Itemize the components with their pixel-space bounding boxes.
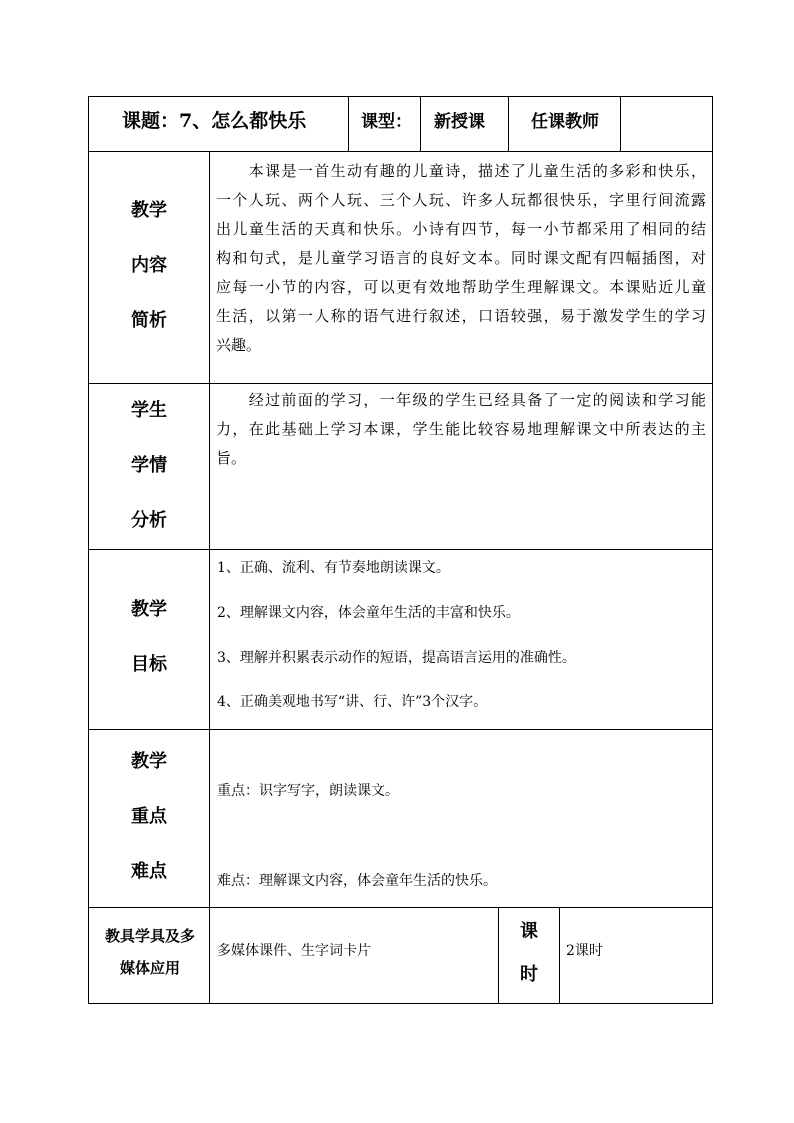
materials-label-1: 教具学具及多 [104, 927, 195, 945]
text-line: 一个人玩、两个人玩、三个人玩、许多人玩都很快乐，字里行间流露 [216, 191, 706, 209]
row-divider [88, 549, 713, 550]
hours-value: 2课时 [566, 943, 603, 959]
goals-label-1: 教学 [131, 599, 167, 620]
student-analysis-label-1: 学生 [131, 400, 167, 421]
content-analysis-text [216, 157, 706, 360]
table-border-bottom [88, 1003, 713, 1004]
text-line: 旨。 [216, 449, 247, 467]
key-points-label-2: 重点 [131, 806, 167, 827]
text-line: 出儿童生活的天真和快乐。小诗有四节，每一小节都采用了相同的结 [216, 220, 706, 238]
column-divider [420, 96, 421, 152]
content-analysis-label-2: 内容 [131, 255, 167, 276]
text-line: 经过前面的学习，一年级的学生已经具备了一定的阅读和学习能 [216, 391, 706, 409]
goal-item: 1、正确、流利、有节奏地朗读课文。 [217, 560, 450, 576]
hours-label-1: 课 [520, 921, 538, 942]
column-divider [508, 96, 509, 152]
row-divider [88, 907, 713, 908]
key-points-label-3: 难点 [131, 861, 167, 882]
content-analysis-label-3: 简析 [131, 310, 167, 331]
key-points-label-1: 教学 [131, 751, 167, 772]
text-line: 构和句式，是儿童学习语言的良好文本。同时课文配有四幅插图，对 [216, 249, 706, 267]
content-analysis-label-1: 教学 [131, 200, 167, 221]
student-analysis-text [216, 386, 706, 473]
goal-item: 2、理解课文内容，体会童年生活的丰富和快乐。 [217, 605, 520, 621]
teacher-label: 任课教师 [531, 112, 599, 132]
materials-value: 多媒体课件、生字词卡片 [217, 943, 371, 959]
column-divider [559, 907, 560, 1004]
lesson-type-label: 课型： [361, 112, 412, 132]
row-divider [88, 383, 713, 384]
hours-label-2: 时 [520, 964, 538, 985]
key-point-text: 重点：识字写字，朗读课文。 [217, 783, 399, 799]
materials-label-2: 媒体应用 [119, 959, 180, 977]
student-analysis-label-3: 分析 [131, 510, 167, 531]
difficult-point-text: 难点：理解课文内容，体会童年生活的快乐。 [217, 873, 497, 889]
row-divider [88, 729, 713, 730]
text-line: 生活，以第一人称的语气进行叙述，口语较强，易于激发学生的学习 [216, 307, 706, 325]
goal-item: 3、理解并积累表示动作的短语，提高语言运用的准确性。 [217, 650, 576, 666]
text-line: 应每一小节的内容，可以更有效地帮助学生理解课文。本课贴近儿童 [216, 278, 706, 296]
column-divider [348, 96, 349, 152]
student-analysis-label-2: 学情 [131, 455, 167, 476]
table-border-right [712, 96, 713, 1004]
goals-label-2: 目标 [131, 654, 167, 675]
text-line: 力，在此基础上学习本课，学生能比较容易地理解课文中所表达的主 [216, 420, 706, 438]
column-divider [620, 96, 621, 152]
lesson-title: 课题：7、怎么都快乐 [122, 110, 307, 132]
lesson-type-value: 新授课 [434, 112, 485, 132]
text-line: 兴趣。 [216, 336, 262, 354]
text-line: 本课是一首生动有趣的儿童诗，描述了儿童生活的多彩和快乐， [216, 162, 706, 180]
goal-item: 4、正确美观地书写“讲、行、许”3个汉字。 [217, 694, 488, 710]
column-divider [209, 151, 210, 1004]
